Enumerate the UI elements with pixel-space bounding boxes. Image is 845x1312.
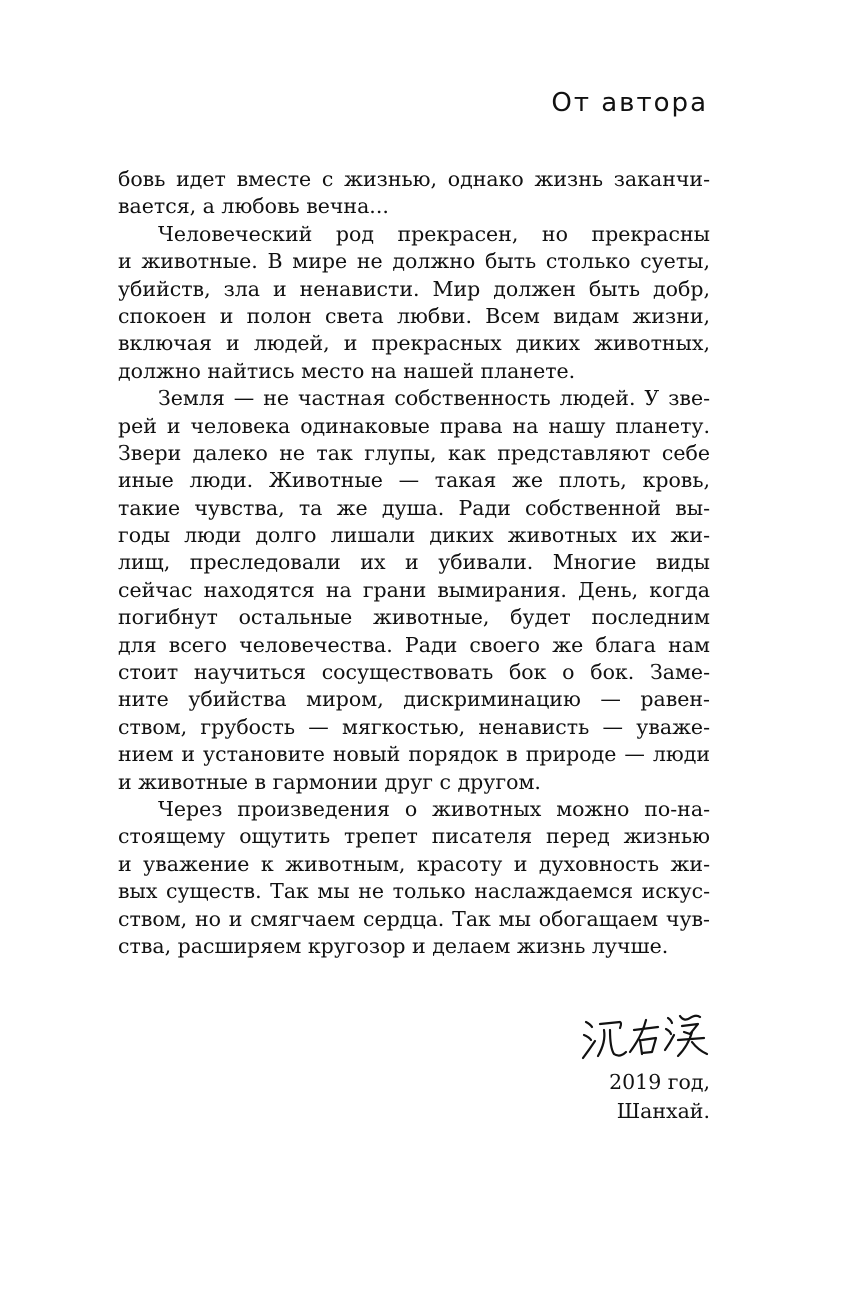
handwritten-signature: [580, 1008, 710, 1066]
text-line: иные люди. Животные — такая же плоть, кровь,: [118, 468, 710, 493]
text-line: ните убийства миром, дискриминацию — равен-: [118, 687, 710, 712]
running-header: От автора: [551, 88, 708, 118]
text-line: бовь идет вместе с жизнью, однако жизнь заканчи-: [118, 167, 710, 191]
text-line: стоящему ощутить трепет писателя перед жизнью: [118, 824, 710, 849]
text-line: рей и человека одинаковые права на нашу планету.: [118, 413, 710, 438]
text-line: ством, грубость — мягкостью, ненависть — уваже-: [118, 714, 710, 739]
text-line: сейчас находятся на грани вымирания. День, когда: [118, 577, 710, 602]
text-line: и животные в гармонии друг с другом.: [118, 769, 541, 794]
text-line: для всего человечества. Ради своего же блага нам: [118, 632, 710, 657]
text-line: Через произведения о животных можно по-на-: [158, 796, 710, 821]
signature-block: [580, 1008, 710, 1126]
text-line: вается, а любовь вечна...: [118, 194, 389, 219]
text-line: убийств, зла и ненависти. Мир должен быть добр,: [118, 276, 710, 301]
text-line: Земля — не частная собственность людей. У зве-: [158, 386, 710, 411]
text-line: погибнут остальные животные, будет последним: [118, 605, 710, 630]
text-line: и уважение к животным, красоту и духовность жи-: [118, 851, 710, 876]
text-line: ства, расширяем кругозор и делаем жизнь лучше.: [118, 933, 669, 958]
text-line: Человеческий род прекрасен, но прекрасны: [158, 221, 710, 246]
text-line: такие чувства, та же душа. Ради собственной вы-: [118, 495, 710, 520]
text-line: Звери далеко не так глупы, как представляют себе: [118, 440, 710, 465]
text-line: нием и установите новый порядок в природе — люди: [118, 742, 710, 767]
text-line: включая и людей, и прекрасных диких животных,: [118, 331, 710, 356]
text-line: стоит научиться сосуществовать бок о бок. Заме-: [118, 660, 710, 685]
body-text: [118, 166, 710, 960]
text-line: спокоен и полон света любви. Всем видам жизни,: [118, 303, 710, 328]
text-line: ством, но и смягчаем сердца. Так мы обогащаем чув-: [118, 906, 710, 931]
text-line: вых существ. Так мы не только наслаждаемся искус-: [118, 879, 710, 904]
text-line: и животные. В мире не должно быть столько суеты,: [118, 249, 710, 274]
text-line: лищ, преследовали их и убивали. Многие виды: [118, 550, 710, 575]
signature-date: 2019 год,: [609, 1070, 710, 1094]
signature-place: Шанхай.: [616, 1099, 710, 1123]
text-line: годы люди долго лишали диких животных их жи-: [118, 523, 710, 548]
text-line: должно найтись место на нашей планете.: [118, 358, 576, 383]
